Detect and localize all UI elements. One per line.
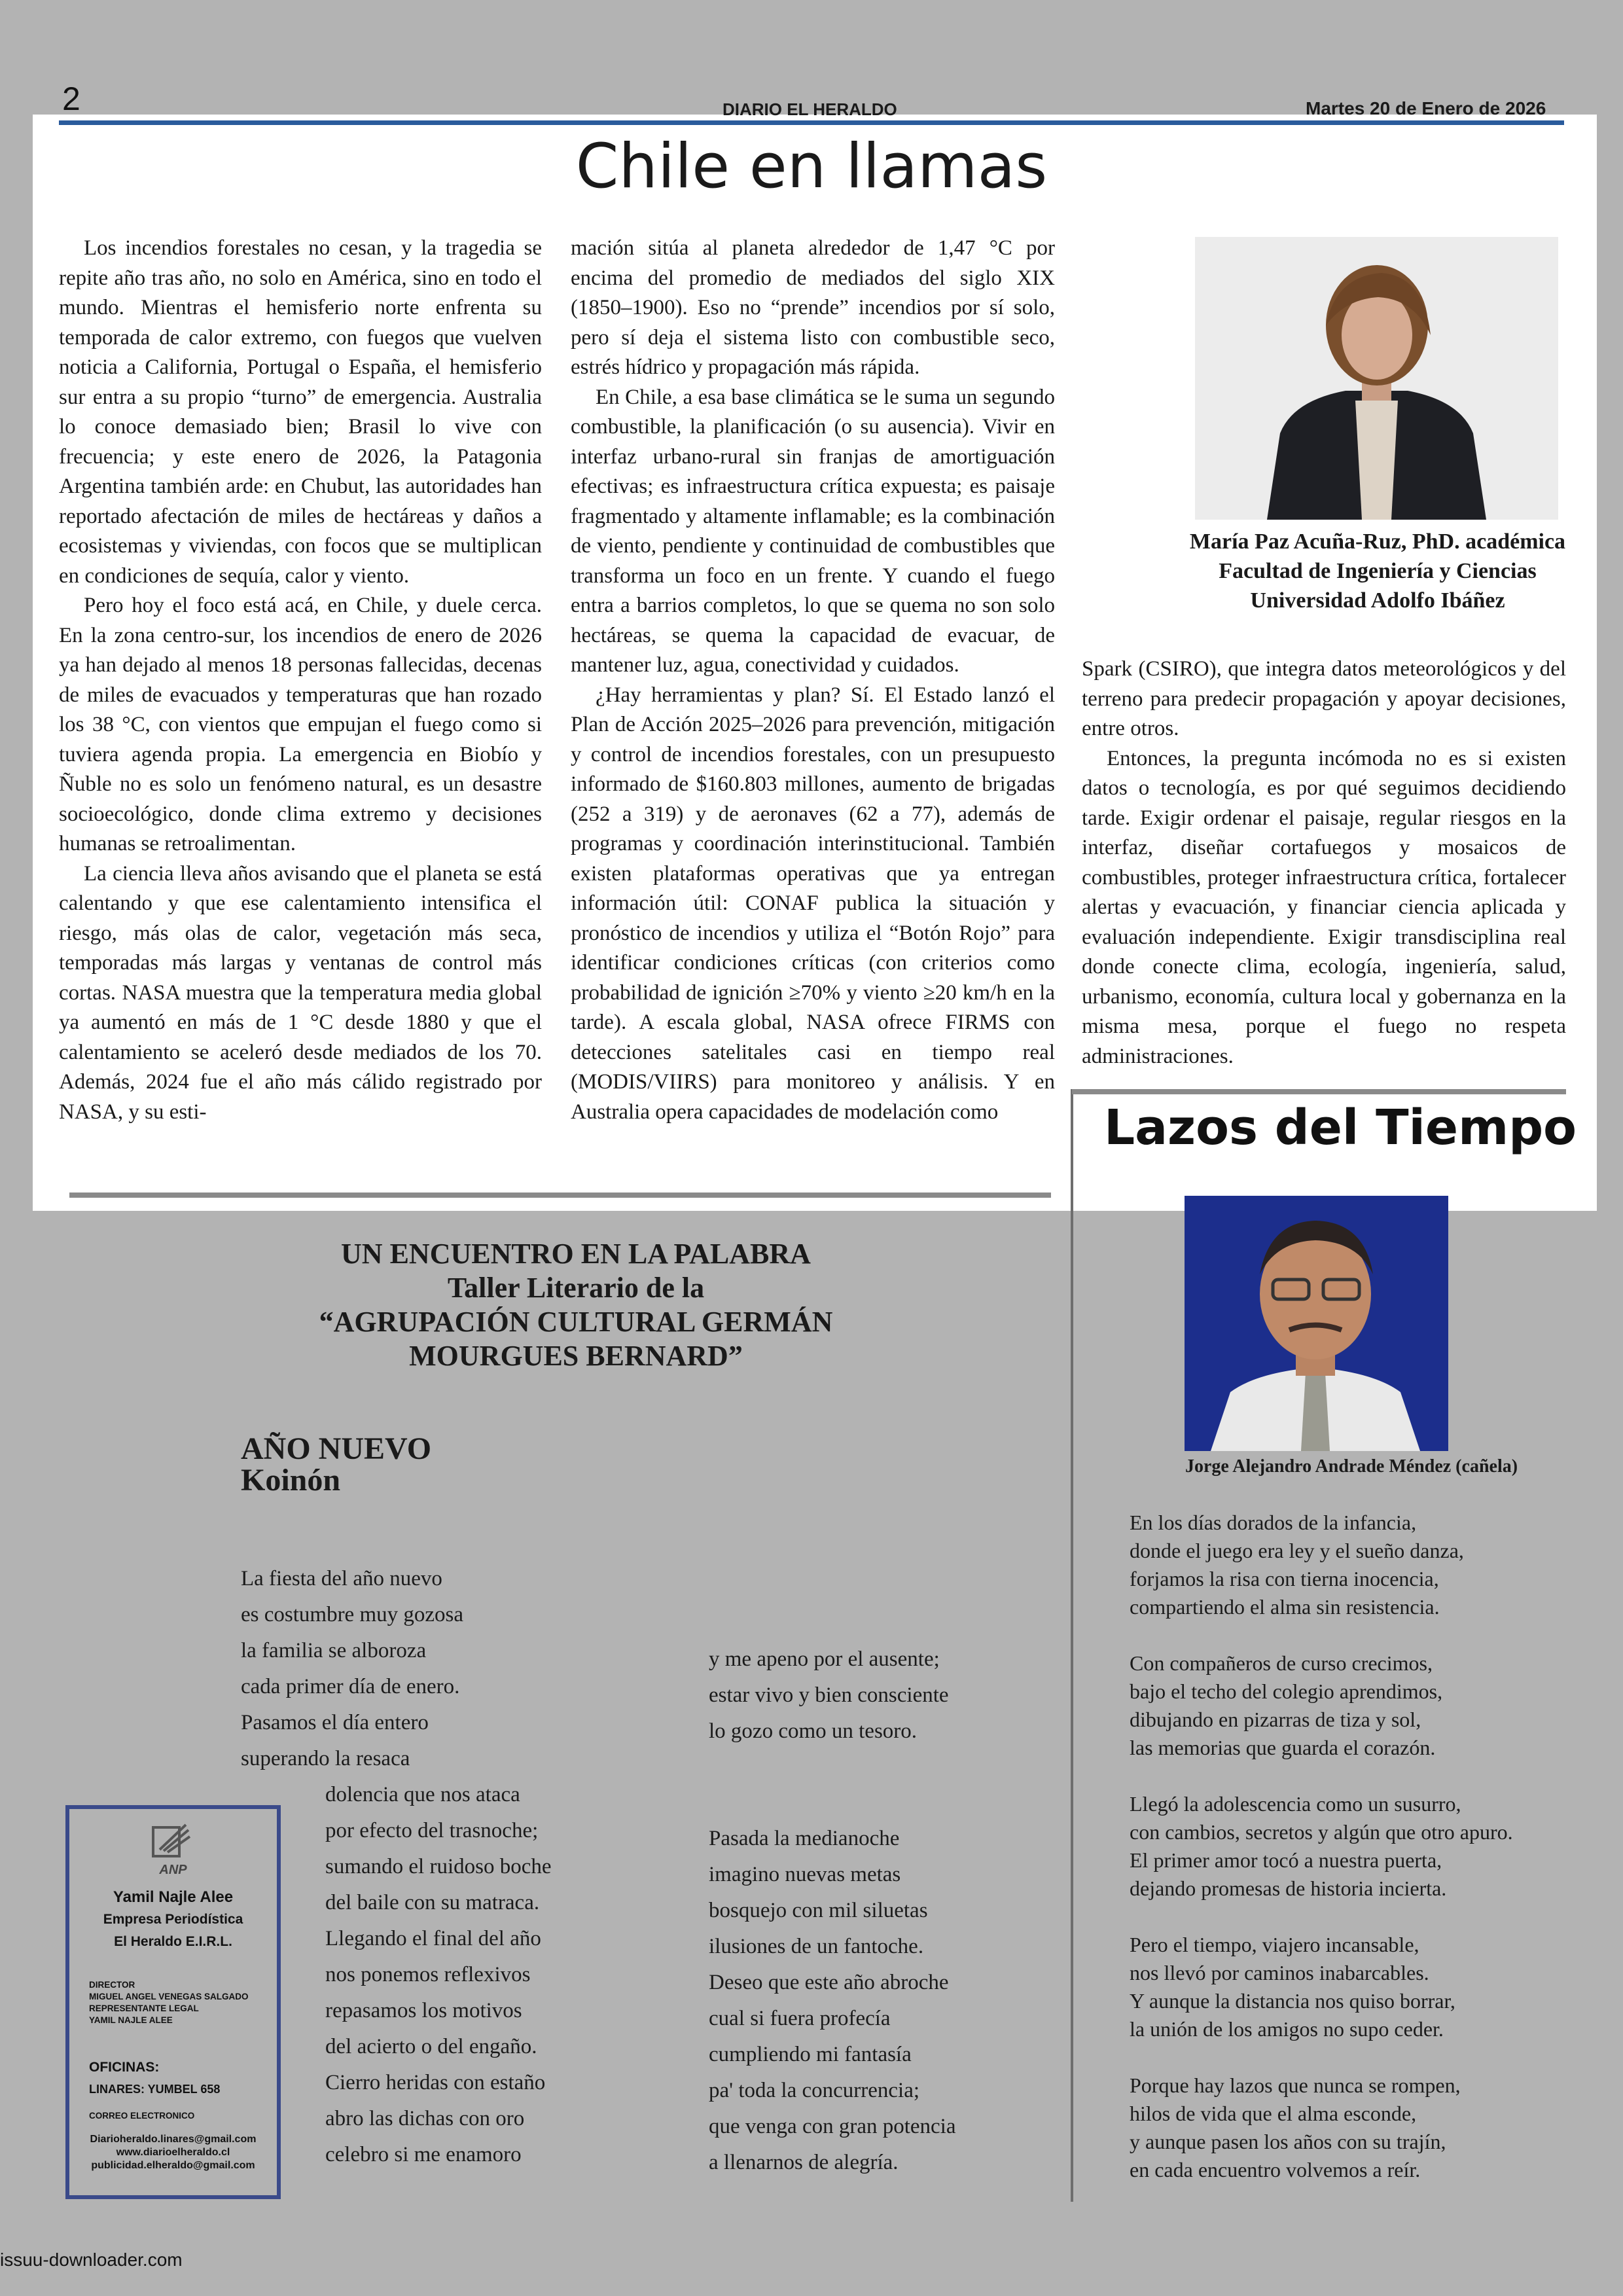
imprint-owner [69,1886,277,1953]
poem-line: Porque hay lazos que nunca se rompen, [1130,2073,1461,2097]
poem-line: Llegando el final del año [325,1927,541,1950]
paragraph: Los incendios forestales no cesan, y la tragedia se repite año tras año, no solo en América, sino en todo el mundo. Mientras el hemisferio norte enfrenta su temporada de calor extremo, con fuegos que vuelven noticia a California, Portugal o España, el hemisferio sur entra a su propio “turno” de emergencia. Australia lo conoce demasiado bien; Brasil lo vive con frecuencia; y este enero de 2026, la Patagonia Argentina también arde: en Chubut, las autoridades han reportado afectación de miles de hectáreas y daños a ecosistemas y viviendas, con focos que se multiplican en condiciones de sequía, calor y viento. [59,236,542,588]
stanza [1130,1509,1588,1621]
legal-label: REPRESENTANTE LEGAL [89,2003,199,2013]
poem-line: estar vivo y bien consciente [709,1683,949,1707]
director-name: MIGUEL ANGEL VENEGAS SALGADO [89,1992,249,2001]
author-caption: María Paz Acuña-Ruz, PhD. académica Facultad de Ingeniería y Ciencias Universidad Adolfo Ibáñez [1189,529,1566,613]
poem-line: es costumbre muy gozosa [241,1603,464,1626]
poem-heading [241,1433,431,1496]
poem-line: dejando promesas de historia incierta. [1130,1876,1447,1900]
poem-line: del acierto o del engaño. [325,2035,537,2058]
newspaper-name: DIARIO EL HERALDO [722,99,897,119]
poem-line: compartiendo el alma sin resistencia. [1130,1595,1440,1619]
director-label: DIRECTOR [89,1980,135,1990]
poem-line: Pasada la medianoche [709,1827,900,1850]
email-1: Diarioheraldo.linares@gmail.com [90,2134,257,2145]
poem-line: dolencia que nos ataca [325,1783,520,1806]
anp-label: ANP [159,1863,187,1877]
imprint-box [65,1805,281,2199]
poem-line: Y aunque la distancia nos quiso borrar, [1130,1989,1455,2013]
poem-line: La fiesta del año nuevo [241,1567,442,1590]
poem-line: en cada encuentro volvemos a reír. [1130,2158,1421,2181]
imprint-contacts [69,2133,277,2172]
poem-line: hilos de vida que el alma esconde, [1130,2102,1417,2125]
poem-line: En los días dorados de la infancia, [1130,1511,1417,1534]
poem-line: sumando el ruidoso boche [325,1855,552,1878]
poem-author: Koinón [241,1463,341,1498]
owner-name: Yamil Najle Alee [113,1888,234,1906]
workshop-heading [223,1237,929,1373]
workshop-line: “AGRUPACIÓN CULTURAL GERMÁN [319,1306,833,1338]
poem-line: Deseo que este año abroche [709,1971,949,1994]
article-column-2 [571,234,1055,1127]
poem-line: pa' toda la concurrencia; [709,2079,920,2102]
poem-section-title: Lazos del Tiempo [1103,1100,1577,1156]
poet-caption: Jorge Alejandro Andrade Méndez (cañela) [1185,1456,1518,1477]
poem-line: la unión de los amigos no supo ceder. [1130,2017,1444,2041]
paragraph: Spark (CSIRO), que integra datos meteorológicos y del terreno para predecir propagación y apoyar decisiones, entre otros. [1082,657,1566,740]
offices-address: LINARES: YUMBEL 658 [89,2083,221,2096]
header-rule [59,120,1564,125]
email-label: CORREO ELECTRONICO [89,2111,195,2121]
poem-line: Con compañeros de curso crecimos, [1130,1651,1433,1675]
poem-line: dibujando en pizarras de tiza y sol, [1130,1708,1421,1731]
poem-line: del baile con su matraca. [325,1891,540,1914]
poem-line: las memorias que guarda el corazón. [1130,1736,1436,1759]
poem-line: Cierro heridas con estaño [325,2071,546,2094]
lazos-poem [1130,1509,1588,2212]
issue-date: Martes 20 de Enero de 2026 [1306,98,1546,118]
poem-line: abro las dichas con oro [325,2107,525,2130]
poem-line: con cambios, secretos y algún que otro apuro. [1130,1820,1513,1844]
stanza [1130,1649,1588,1762]
stanza [1130,2072,1588,2184]
legal-name: YAMIL NAJLE ALEE [89,2015,173,2025]
poem-part-4 [709,1821,956,2181]
poem-line: a llenarnos de alegría. [709,2151,899,2174]
poem-line: y me apeno por el ausente; [709,1647,940,1671]
paragraph: ¿Hay herramientas y plan? Sí. El Estado lanzó el Plan de Acción 2025–2026 para prevención, mitigación y control de incendios forestales, con un presupuesto informado de $160.803 millones, aumento de brigadas (252 a 319) y de aeronaves (62 a 77), además de programas y coordinación interinstitucional. También existen plataformas operativas que ya entregan información útil: CONAF publica la situación y pronóstico de incendios y utiliza el “Botón Rojo” para identificar condiciones críticas (con criterios como probabilidad de ignición ≥70% y viento ≥20 km/h en la tarde). A escala global, NASA ofrece FIRMS con detecciones satelitales casi en tiempo real (MODIS/VIIRS) para monitoreo y análisis. Y en Australia opera capacidades de modelación como [571,683,1055,1124]
poem-line: Pasamos el día entero [241,1711,429,1734]
poem-title: AÑO NUEVO [241,1431,432,1466]
director-block [89,1979,249,2026]
poem-line: ilusiones de un fantoche. [709,1935,924,1958]
paragraph: La ciencia lleva años avisando que el planeta se está calentando y que ese calentamiento intensifica el riesgo, más olas de calor, vegetación más seca, temporadas más largas y ventanas de control más cortas. NASA muestra que la temperatura media global ya aumentó en más de 1 °C desde 1880 y que el calentamiento se aceleró desde mediados de los 70. Además, 2024 fue el año más cálido registrado por NASA, y su esti- [59,861,542,1124]
watermark: issuu-downloader.com [0,2250,183,2270]
workshop-line: UN ENCUENTRO EN LA PALABRA [341,1238,811,1270]
poem-line: que venga con gran potencia [709,2115,956,2138]
poem-line: donde el juego era ley y el sueño danza, [1130,1539,1464,1562]
company-line: Empresa Periodística [103,1912,243,1927]
page-number: 2 [62,81,80,117]
author-photo [1195,237,1558,520]
poem-part-3 [709,1641,949,1749]
poem-line: por efecto del trasnoche; [325,1819,539,1842]
section-divider [69,1193,1051,1198]
paragraph: mación sitúa al planeta alrededor de 1,47 °C por encima del promedio de mediados del siglo XIX (1850–1900). Eso no “prende” incendios por sí solo, pero sí deja el sistema listo con combustible seco, estrés hídrico y propagación más rápida. [571,236,1055,379]
poem-part-2 [325,1777,552,2173]
poem-line: bosquejo con mil siluetas [709,1899,928,1922]
anp-logo-icon [148,1821,194,1861]
poet-photo [1185,1196,1448,1451]
article-column-1 [59,234,542,1127]
poem-line: lo gozo como un tesoro. [709,1719,918,1743]
section-divider-right [1072,1089,1566,1094]
poem-line: celebro si me enamoro [325,2143,522,2166]
article-title: Chile en llamas [575,131,1048,202]
poem-line: nos ponemos reflexivos [325,1963,531,1986]
paragraph: En Chile, a esa base climática se le suma un segundo combustible, la planificación (o su ausencia). Vivir en interfaz urbano-rural sin franjas de amortiguación efectivas; es infraestructura crítica expuesta; es paisaje fragmentado y altamente inflamable; es la combinación de viento, pendiente y continuidad de combustibles que transforma un foco en un frente. Y cuando el fuego entra a barrios completos, lo que se quema no son solo hectáreas, se quema la capacidad de evacuar, de mantener luz, agua, conectividad y cuidados. [571,385,1055,677]
poem-line: cumpliendo mi fantasía [709,2043,912,2066]
poem-line: y aunque pasen los años con su trajín, [1130,2130,1446,2153]
offices-label: OFICINAS: [89,2060,160,2075]
company-line: El Heraldo E.I.R.L. [114,1934,232,1949]
column-divider [1071,1089,1073,2202]
poem-line: la familia se alboroza [241,1639,427,1662]
poem-part-1 [241,1561,463,1777]
workshop-line: MOURGUES BERNARD” [409,1340,743,1372]
poem-line: cual si fuera profecía [709,2007,891,2030]
poem-line: cada primer día de enero. [241,1675,460,1698]
poem-line: superando la resaca [241,1747,410,1770]
email-2: publicidad.elheraldo@gmail.com [91,2160,255,2171]
article-column-3 [1082,655,1566,1071]
poem-line: forjamos la risa con tierna inocencia, [1130,1567,1439,1590]
poem-line: Pero el tiempo, viajero incansable, [1130,1933,1419,1956]
poem-line: nos llevó por caminos inabarcables. [1130,1961,1429,1984]
paragraph: Entonces, la pregunta incómoda no es si existen datos o tecnología, es por qué seguimos decidiendo tarde. Exigir ordenar el paisaje, regular riesgos en la interfaz, diseñar cortafuegos y mosaicos de combustibles, proteger infraestructura crítica, fortalecer alertas y evacuación, y financiar ciencia aplicada y evaluación independiente. Exigir transdisciplina real donde conecte clima, ecología, ingeniería, salud, urbanismo, economía, cultura local y gobernanza en la misma mesa, porque el fuego no respeta administraciones. [1082,746,1566,1068]
poem-line: El primer amor tocó a nuestra puerta, [1130,1848,1442,1872]
workshop-line: Taller Literario de la [447,1272,705,1304]
paragraph: Pero hoy el foco está acá, en Chile, y duele cerca. En la zona centro-sur, los incendios de enero de 2026 ya han dejado al menos 18 personas fallecidas, decenas de miles de evacuados y temperaturas que han rozado los 38 °C, con vientos que empujan el fuego como si tuviera agenda propia. La emergencia en Biobío y Ñuble no es solo un fenómeno natural, es un desastre socioecológico, donde clima extremo y decisiones humanas se retroalimentan. [59,594,542,855]
website: www.diarioelheraldo.cl [116,2147,230,2158]
poem-line: repasamos los motivos [325,1999,522,2022]
stanza [1130,1790,1588,1903]
poem-line: bajo el techo del colegio aprendimos, [1130,1679,1443,1703]
stanza [1130,1931,1588,2043]
poem-line: imagino nuevas metas [709,1863,901,1886]
poem-line: Llegó la adolescencia como un susurro, [1130,1792,1461,1816]
